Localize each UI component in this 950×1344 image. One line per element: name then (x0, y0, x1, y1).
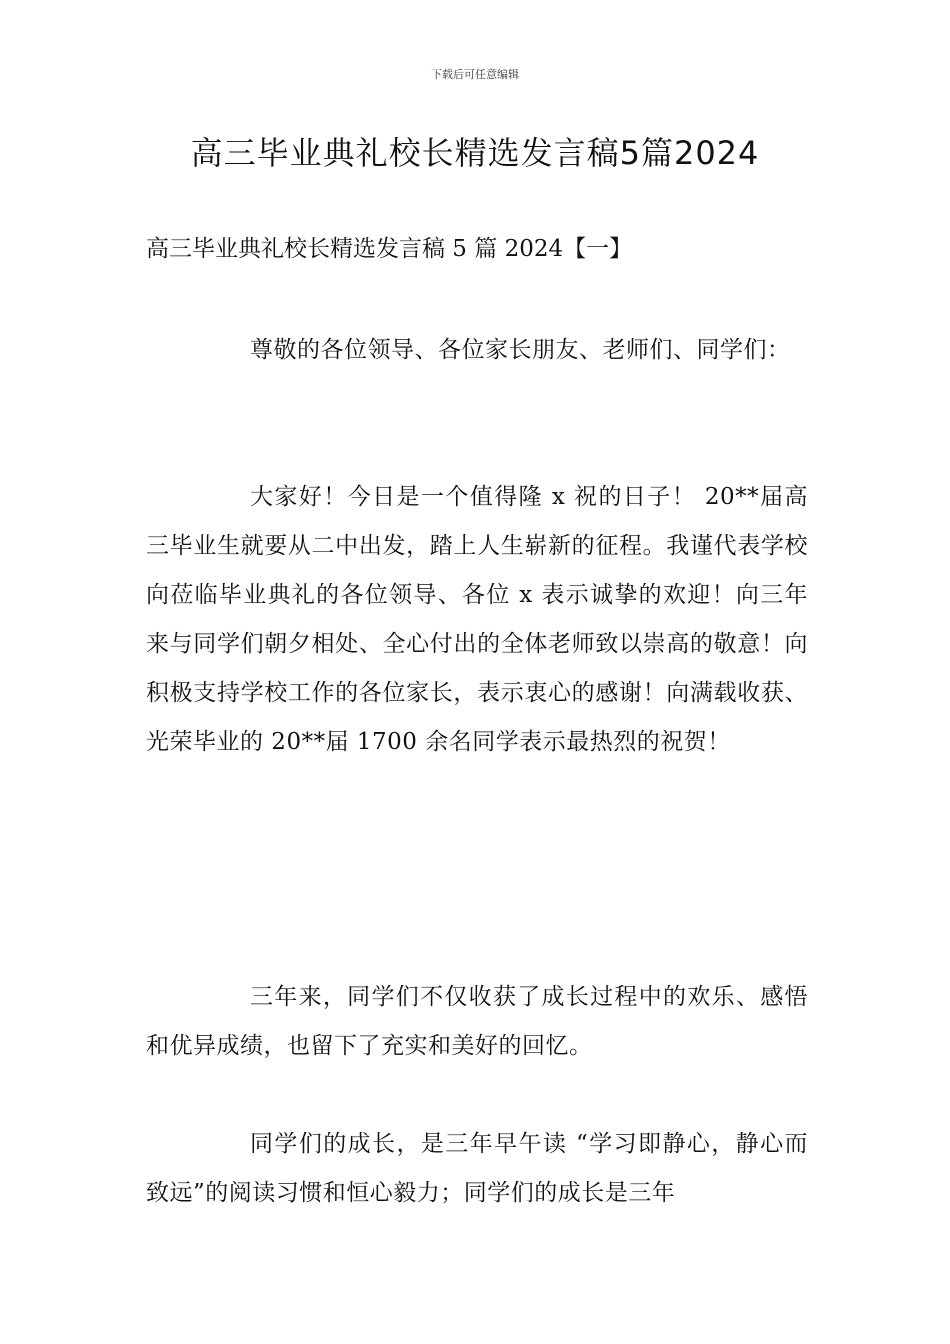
paragraph-greeting: 大家好！今日是一个值得隆 x 祝的日子！ 20**届高三毕业生就要从二中出发，踏上人生崭新的征程。我谨代表学校向莅临毕业典礼的各位领导、各位 x 表示诚挚的欢迎！向三年来与同学们朝夕相处、全心付出的全体老师致以崇高的敬意！向积极支持学校工作的各位家长，表示衷心的感谢！向满载收获、光荣毕业的 20**届 1700 余名同学表示最热烈的祝贺！ (146, 484, 808, 755)
paragraph-three-years: 三年来，同学们不仅收获了成长过程中的欢乐、感悟和优异成绩，也留下了充实和美好的回忆。 (146, 984, 808, 1059)
document-title: 高三毕业典礼校长精选发言稿5篇2024 (190, 134, 760, 172)
paragraph-salutation: 尊敬的各位领导、各位家长朋友、老师们、同学们： (250, 337, 791, 363)
paragraph-growth: 同学们的成长，是三年早午读 “学习即静心，静心而致远”的阅读习惯和恒心毅力；同学们的成长是三年 (146, 1131, 808, 1206)
section-title: 高三毕业典礼校长精选发言稿 5 篇 2024【一】 (146, 236, 633, 262)
header-note: 下载后可任意编辑 (431, 68, 519, 81)
